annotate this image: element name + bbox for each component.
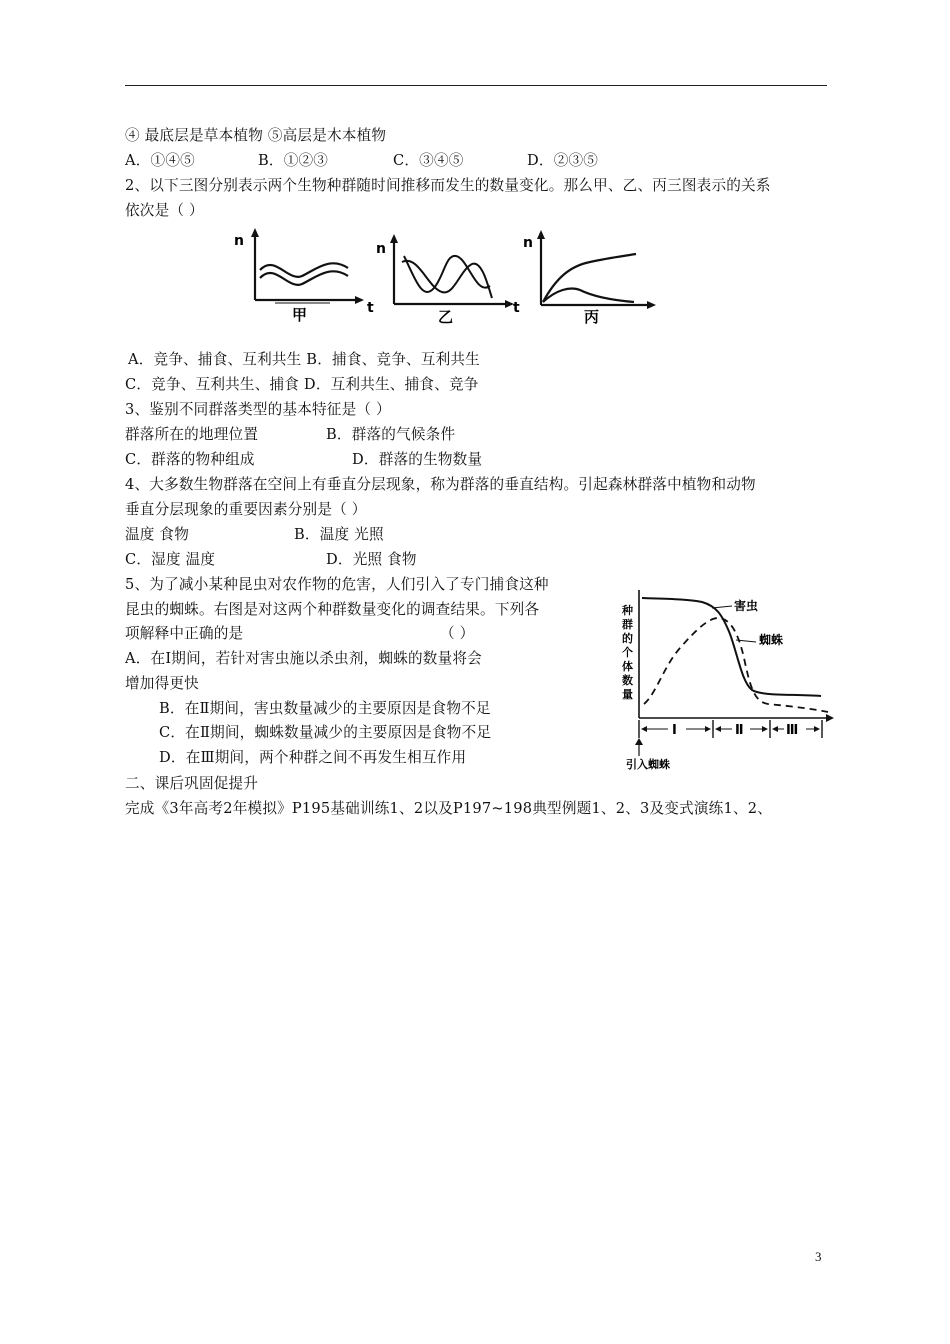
- graph-yi-label: 乙: [438, 308, 454, 326]
- graph-jia-curve-1: [260, 263, 348, 277]
- q5-option-a-line1: A．在Ⅰ期间，若针对害虫施以杀虫剂，蜘蛛的数量将会: [125, 650, 482, 667]
- q5-option-a-line2: 增加得更快: [125, 675, 199, 692]
- graph-yi-curve-2: [404, 256, 490, 292]
- graph-jia-curve-2: [260, 271, 348, 285]
- pest-curve: [642, 598, 821, 696]
- q5-stem-line3: 项解释中正确的是: [125, 625, 244, 642]
- spider-curve: [644, 618, 828, 712]
- y-label-char: 体: [622, 660, 633, 673]
- q4-stem-line1: 4、大多数生物群落在空间上有垂直分层现象，称为群落的垂直结构。引起森林群落中植物和动物: [125, 476, 756, 493]
- pest-label: 害虫: [734, 599, 759, 613]
- q2-options-line2: C．竞争、互利共生、捕食 D．互利共生、捕食、竞争: [125, 376, 479, 393]
- period-label: Ⅰ: [672, 723, 677, 738]
- y-label-char: 数: [622, 674, 633, 687]
- q1-option-d: D．②③⑤: [527, 152, 599, 169]
- q5-stem-line1: 5、为了减小某种昆虫对农作物的危害，人们引入了专门捕食这种: [125, 576, 549, 593]
- graph-jia-x-label: t: [367, 300, 374, 316]
- q5-stem-line2: 昆虫的蜘蛛。右图是对这两个种群数量变化的调查结果。下列各: [125, 601, 540, 618]
- q5-option-b: B．在Ⅱ期间，害虫数量减少的主要原因是食物不足: [159, 700, 491, 717]
- q2-stem-line2: 依次是（ ）: [125, 202, 204, 219]
- q1-option-c: C．③④⑤: [393, 152, 464, 169]
- q2-graphs-figure: [220, 226, 670, 332]
- q4-option-b: B．温度 光照: [294, 526, 384, 543]
- graph-bing-curve-2: [543, 289, 634, 303]
- q3-option-d: D．群落的生物数量: [352, 451, 483, 468]
- graph-jia: [234, 228, 374, 324]
- q4-stem-line2: 垂直分层现象的重要因素分别是（ ）: [125, 501, 367, 518]
- q3-option-c: C．群落的物种组成: [125, 451, 255, 468]
- q2-options-line1: A．竞争、捕食、互利共生 B．捕食、竞争、互利共生: [128, 351, 480, 368]
- q4-option-a: 温度 食物: [125, 526, 190, 543]
- y-label-char: 种: [622, 604, 633, 617]
- q3-option-b: B．群落的气候条件: [326, 426, 456, 443]
- section2-title: 二、课后巩固促提升: [125, 775, 259, 792]
- graph-yi-x-label: t: [513, 300, 520, 316]
- q5-answer-paren: （ ）: [440, 625, 475, 642]
- q5-option-d: D．在Ⅲ期间，两个种群之间不再发生相互作用: [159, 749, 467, 766]
- q1-option-a: A．①④⑤: [125, 152, 195, 169]
- graph-bing: [523, 230, 656, 326]
- q4-option-d: D．光照 食物: [326, 551, 417, 568]
- spider-label: 蜘蛛: [759, 633, 784, 647]
- period-label: Ⅲ: [786, 723, 799, 738]
- graph-yi: [376, 234, 520, 326]
- graph-jia-y-label: n: [234, 233, 244, 249]
- q5-population-chart: [618, 586, 840, 776]
- q3-option-a: 群落所在的地理位置: [125, 426, 259, 443]
- graph-bing-label: 丙: [584, 308, 600, 326]
- q2-stem-line1: 2、以下三图分别表示两个生物种群随时间推移而发生的数量变化。那么甲、乙、丙三图表示的关系: [125, 177, 771, 194]
- header-rule: [125, 85, 827, 86]
- introduce-spider-label: 引入蜘蛛: [626, 758, 670, 771]
- graph-jia-label: 甲: [292, 306, 308, 324]
- q1-option-b: B．①②③: [258, 152, 329, 169]
- period-label: Ⅱ: [735, 723, 744, 738]
- page-number: 3: [815, 1249, 822, 1264]
- y-label-char: 的: [622, 632, 633, 645]
- section2-text: 完成《3年高考2年模拟》P195基础训练1、2以及P197~198典型例题1、2、3及变式演练1、2、: [125, 800, 773, 817]
- graph-yi-y-label: n: [376, 241, 386, 257]
- y-label-char: 群: [622, 618, 633, 631]
- graph-bing-y-label: n: [523, 235, 533, 251]
- y-label-char: 个: [622, 646, 633, 659]
- q1-statement-tail: ④ 最底层是草本植物 ⑤高层是木本植物: [125, 127, 387, 144]
- q5-option-c: C．在Ⅱ期间，蜘蛛数量减少的主要原因是食物不足: [159, 724, 492, 741]
- q4-option-c: C．湿度 温度: [125, 551, 216, 568]
- y-label-char: 量: [622, 688, 633, 701]
- q3-stem: 3、鉴别不同群落类型的基本特征是（ ）: [125, 401, 391, 418]
